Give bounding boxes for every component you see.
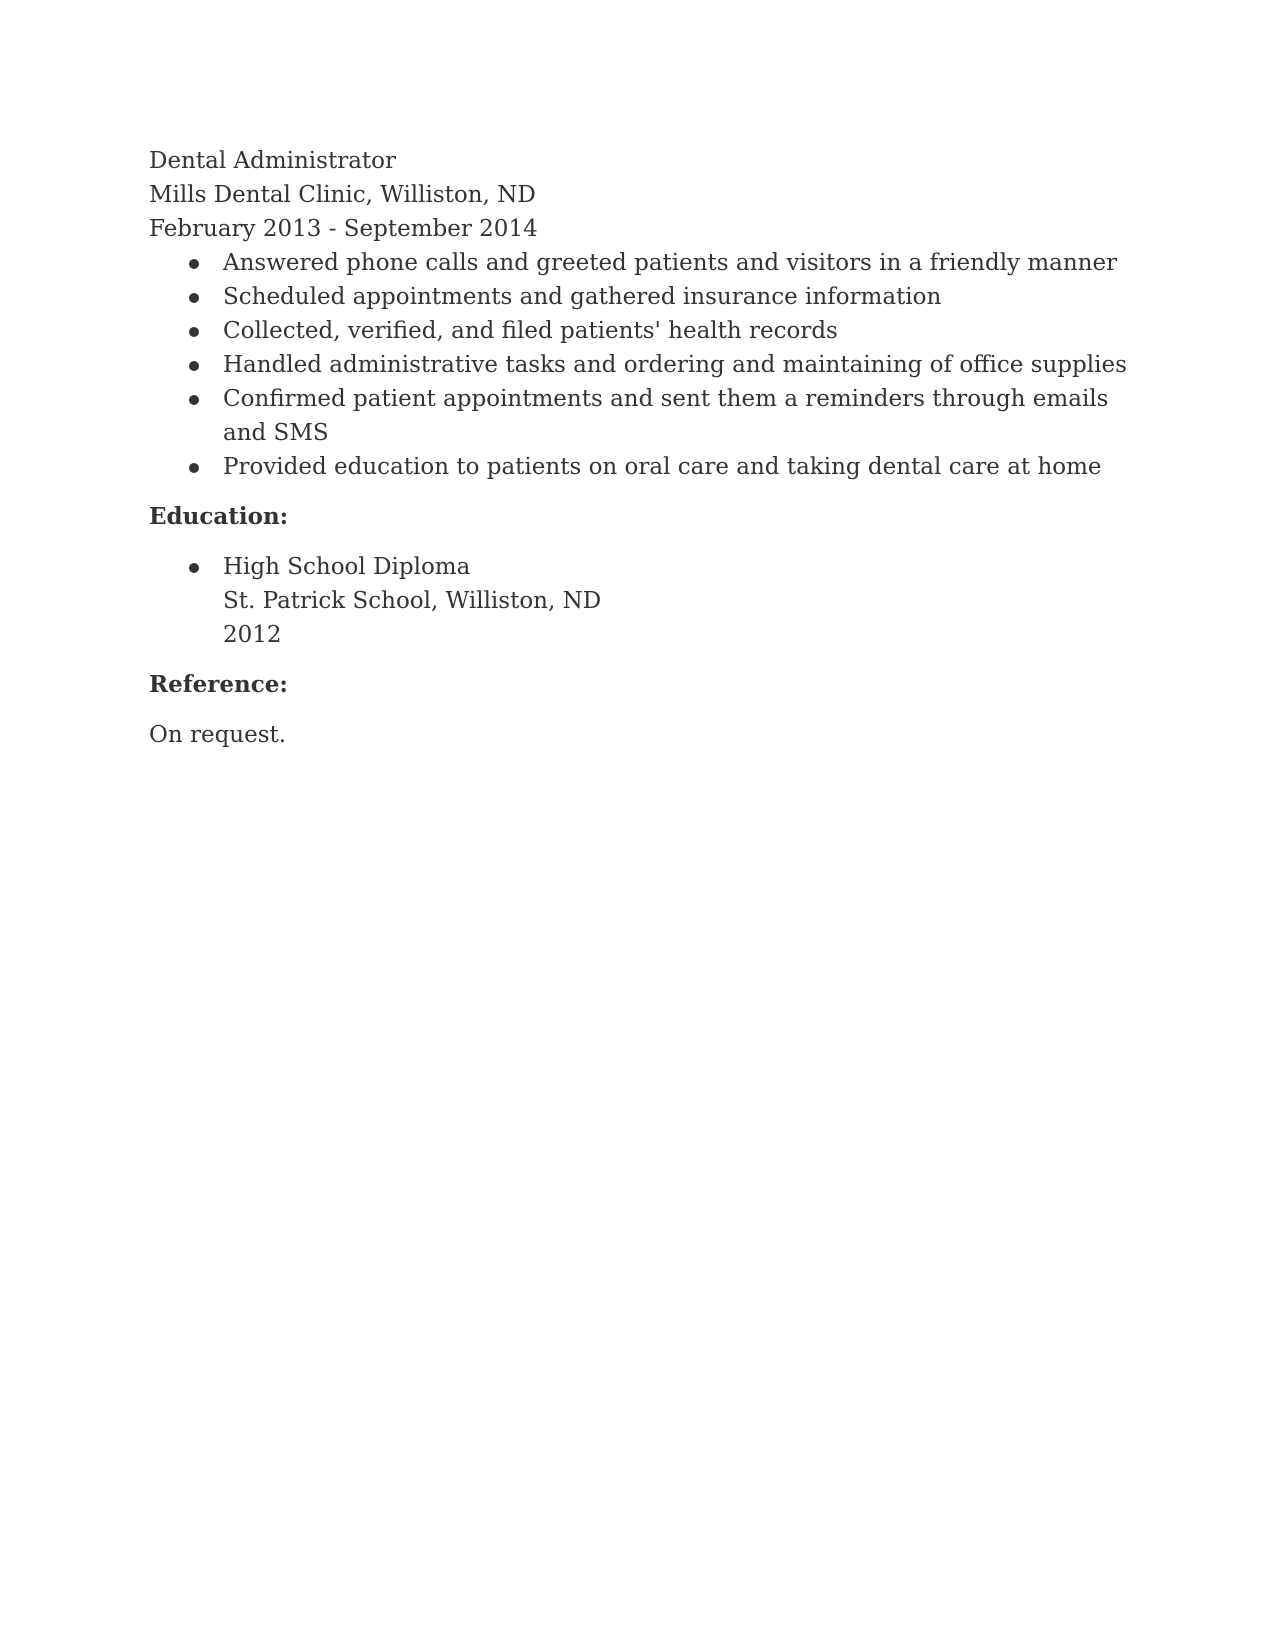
- job-title: Dental Administrator: [149, 148, 396, 174]
- list-item: [149, 382, 1129, 450]
- duties-list: [149, 246, 1129, 484]
- bullet-icon: [189, 463, 199, 473]
- list-item: [149, 450, 1129, 484]
- education-list: [149, 550, 1129, 652]
- bullet-icon: [189, 395, 199, 405]
- education-year: 2012: [223, 622, 282, 648]
- list-item: [149, 348, 1129, 382]
- duty-text: Scheduled appointments and gathered insurance information: [223, 284, 942, 310]
- bullet-icon: [189, 361, 199, 371]
- duty-text: Collected, verified, and filed patients' health records: [223, 318, 838, 344]
- resume-content: [149, 144, 1129, 752]
- list-item: [149, 246, 1129, 280]
- duty-text: Confirmed patient appointments and sent them a reminders through emails and SMS: [223, 386, 1109, 446]
- reference-text: On request.: [149, 722, 287, 748]
- bullet-icon: [189, 327, 199, 337]
- employment-dates: February 2013 - September 2014: [149, 216, 538, 242]
- bullet-icon: [189, 563, 199, 573]
- education-degree: High School Diploma: [223, 554, 471, 580]
- list-item: [149, 280, 1129, 314]
- education-heading: Education:: [149, 503, 289, 530]
- reference-heading: Reference:: [149, 671, 288, 698]
- education-school: St. Patrick School, Williston, ND: [223, 588, 602, 614]
- list-item: [149, 314, 1129, 348]
- employer: Mills Dental Clinic, Williston, ND: [149, 182, 536, 208]
- duty-text: Answered phone calls and greeted patients and visitors in a friendly manner: [223, 250, 1118, 276]
- bullet-icon: [189, 259, 199, 269]
- bullet-icon: [189, 293, 199, 303]
- duty-text: Handled administrative tasks and ordering and maintaining of office supplies: [223, 352, 1127, 378]
- duty-text: Provided education to patients on oral care and taking dental care at home: [223, 454, 1102, 480]
- list-item: [149, 550, 1129, 652]
